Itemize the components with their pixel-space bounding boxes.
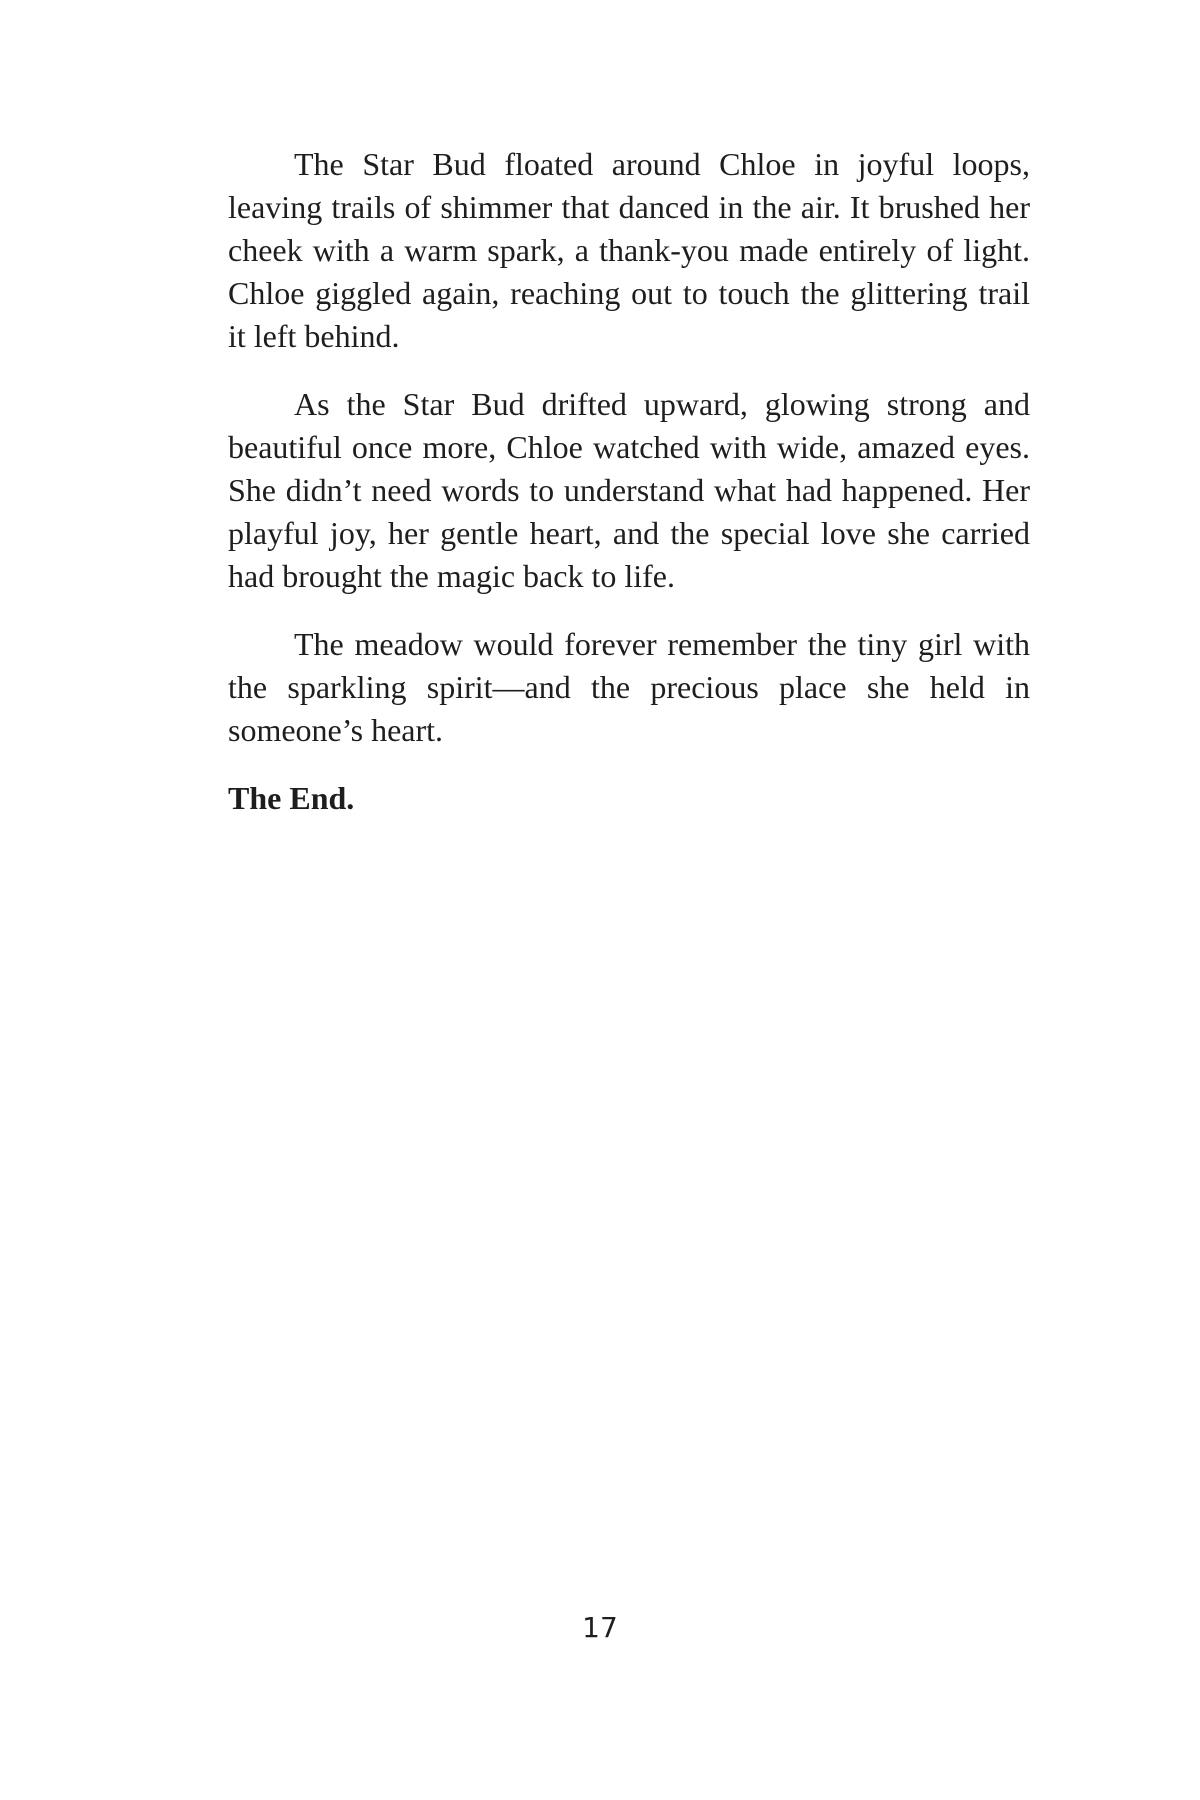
- paragraph-star-bud-drifted: As the Star Bud drifted upward, glowing strong and beautiful once more, Chloe watched with wide, amazed eyes. She didn’t need words to understand what had happened. Her playful joy, her gentle heart, and the special love she carried had brought the magic back to life.: [228, 386, 1030, 594]
- story-text: [228, 143, 1030, 820]
- paragraph-meadow-remember: The meadow would forever remember the tiny girl with the sparkling spirit—and the precious place she held in someone’s heart.: [228, 626, 1030, 748]
- page-number: 17: [582, 1611, 618, 1644]
- the-end-heading: The End.: [228, 780, 355, 816]
- paragraph-star-bud-loops: The Star Bud floated around Chloe in joyful loops, leaving trails of shimmer that danced in the air. It brushed her cheek with a warm spark, a thank-you made entirely of light. Chloe giggled again, reaching out to touch the glittering trail it left behind.: [228, 146, 1030, 354]
